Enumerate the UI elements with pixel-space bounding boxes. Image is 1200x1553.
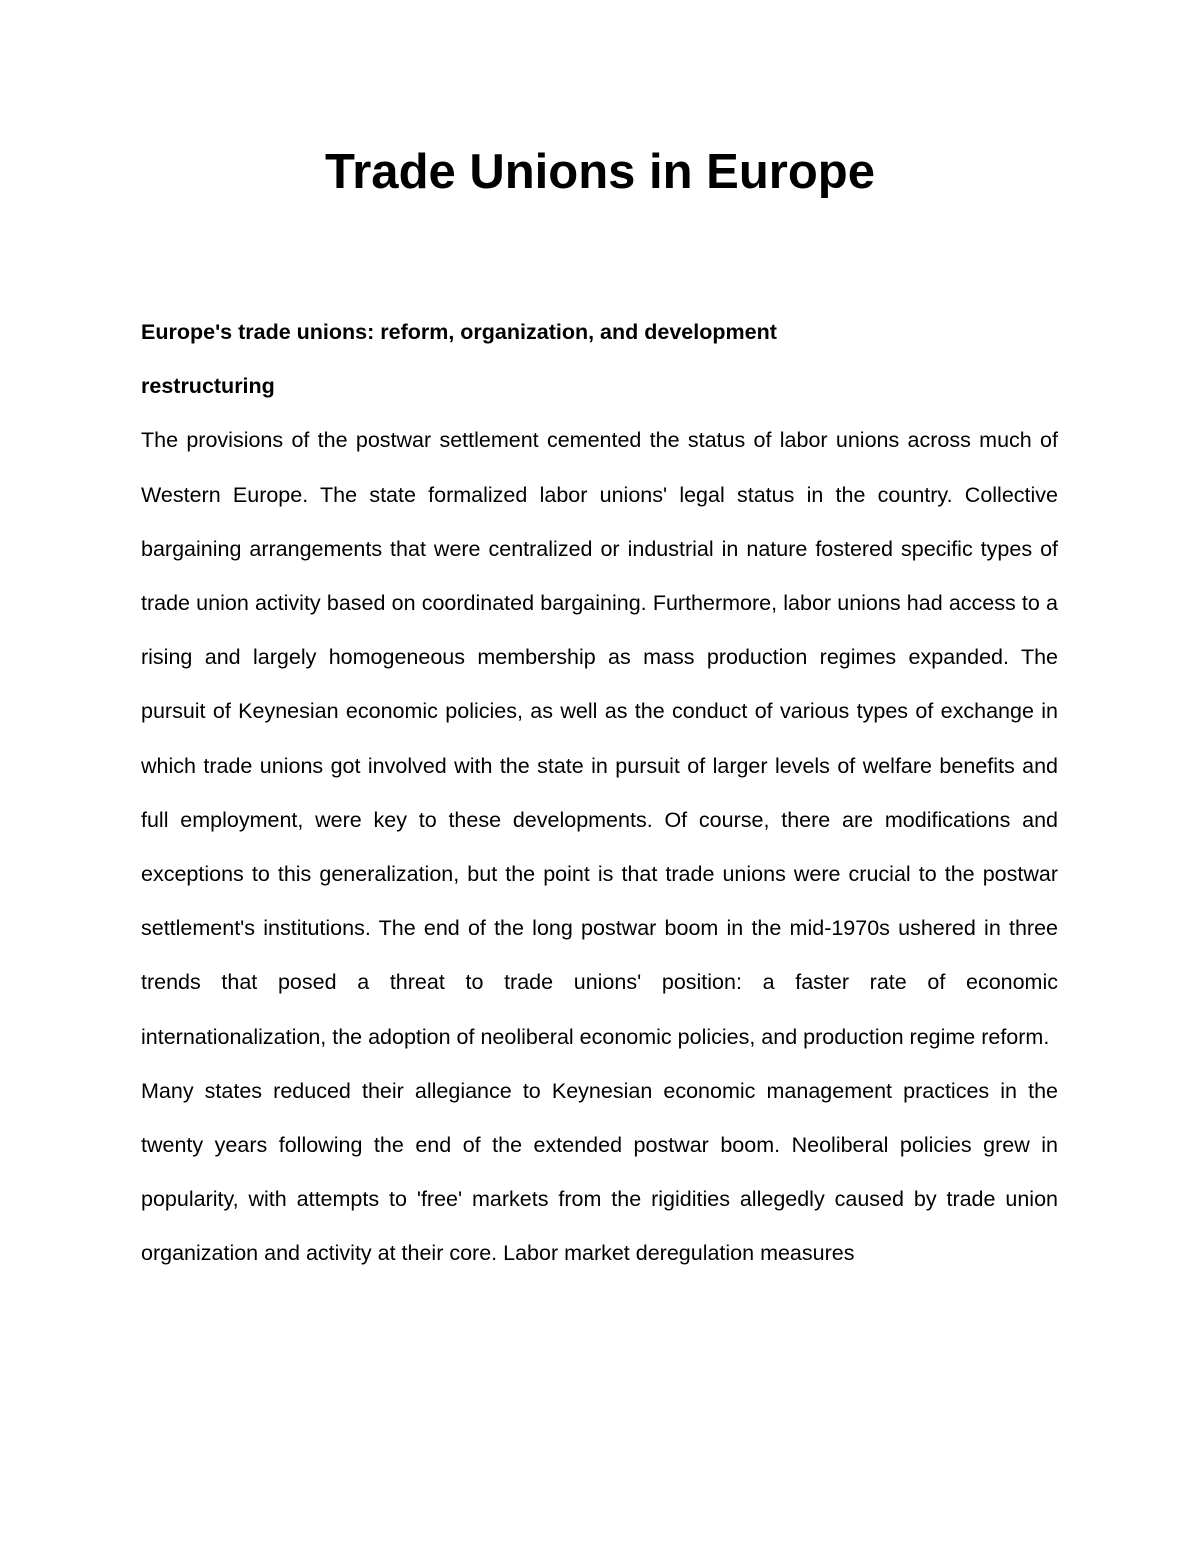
document-body (141, 305, 1058, 1281)
section-heading: restructuring (141, 374, 275, 399)
paragraph-1: The provisions of the postwar settlement cemented the status of labor unions across much of Western Europe. The state formalized labor unions' legal status in the country. Collective bargaining arrangements that were centralized or industrial in nature fostered specific types of trade union activity based on coordinated bargaining. Furthermore, labor unions had access to a rising and largely homogeneous membership as mass production regimes expanded. The pursuit of Keynesian economic policies, as well as the conduct of various types of exchange in which trade unions got involved with the state in pursuit of larger levels of welfare benefits and full employment, were key to these developments. Of course, there are modifications and exceptions to this generalization, but the point is that trade unions were crucial to the postwar settlement's institutions. The end of the long postwar boom in the mid-1970s ushered in three trends that posed a threat to trade unions' position: a faster rate of economic internationalization, the adoption of neoliberal economic policies, and production regime reform. (141, 428, 1058, 1049)
document-title: Trade Unions in Europe (325, 145, 875, 199)
paragraph-2: Many states reduced their allegiance to Keynesian economic management practices in the twenty years following the end of the extended postwar boom. Neoliberal policies grew in popularity, with attempts to 'free' markets from the rigidities allegedly caused by trade union organization and activity at their core. Labor market deregulation measures (141, 1078, 1058, 1266)
subheading: Europe's trade unions: reform, organization, and development (141, 320, 777, 344)
